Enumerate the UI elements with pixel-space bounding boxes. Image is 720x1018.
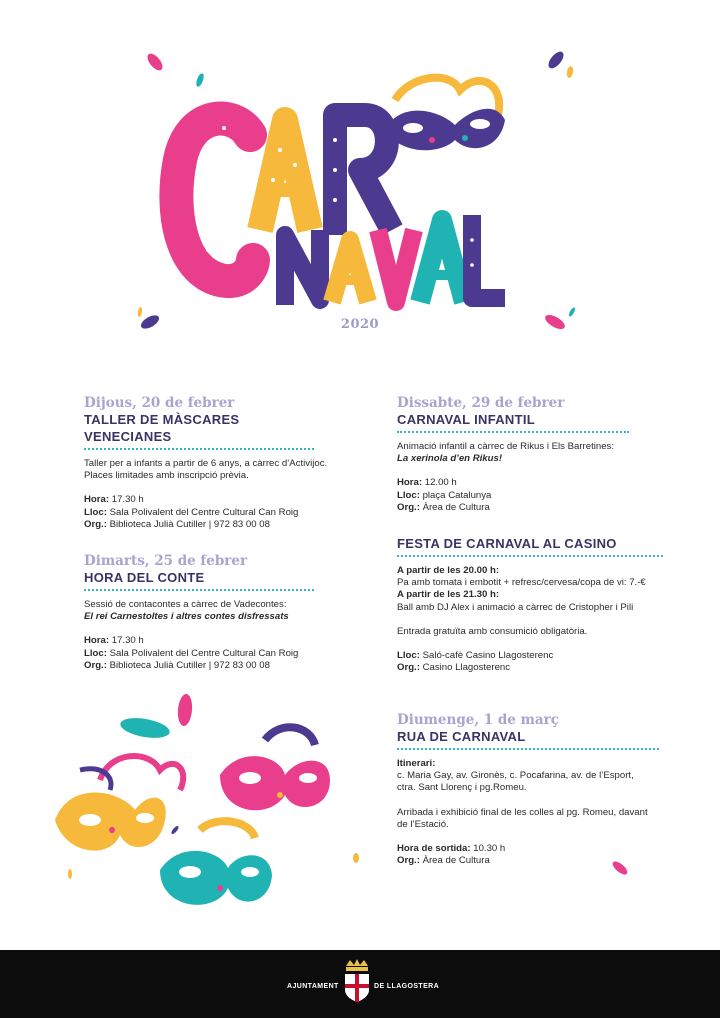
- org-label: Org.:: [84, 518, 107, 530]
- lloc-value: Sala Polivalent del Centre Cultural Can Roig: [106, 506, 299, 518]
- footer-right-text: DE LLAGOSTERA: [374, 983, 440, 990]
- event-date: Dimarts, 25 de febrer: [84, 553, 248, 569]
- event-body: [397, 441, 677, 514]
- event-desc: Sessió de contacontes a càrrec de Vadecontes:: [84, 599, 287, 610]
- hora-label: Hora de sortida:: [397, 843, 471, 855]
- event-festa-casino: [397, 535, 677, 674]
- lloc-label: Lloc:: [84, 506, 107, 518]
- event-date: Dijous, 20 de febrer: [84, 395, 235, 411]
- hora-label: Hora:: [84, 635, 110, 647]
- org-label: Org.:: [397, 855, 420, 867]
- event-body: [397, 758, 677, 867]
- yellow-mask-icon: [55, 756, 183, 851]
- lloc-value: Saló-cafè Casino Llagosterenc: [419, 650, 554, 662]
- time-label: A partir de les 20.00 h:: [397, 565, 500, 576]
- title-letter-c: [176, 119, 253, 282]
- title-letter-a2: [332, 240, 368, 302]
- pink-mask-icon: [220, 727, 330, 810]
- carnaval-title: [120, 40, 600, 340]
- event-title: HORA DEL CONTE: [84, 569, 314, 591]
- event-title: TALLER DE MÀSCARES VENECIANES: [84, 411, 314, 450]
- hora-value: 12.00 h: [422, 477, 457, 489]
- event-body: [397, 565, 677, 674]
- coat-of-arms-icon: [342, 958, 372, 1004]
- event-title: CARNAVAL INFANTIL: [397, 411, 629, 433]
- hora-value: 10.30 h: [470, 843, 506, 855]
- org-label: Org.:: [397, 662, 420, 674]
- hora-value: 17.30 h: [109, 635, 144, 647]
- event-title: RUA DE CARNAVAL: [397, 728, 659, 750]
- title-letter-n: [285, 230, 320, 305]
- title-letter-l: [470, 215, 505, 298]
- title-letter-v: [378, 230, 414, 302]
- org-label: Org.:: [397, 501, 420, 513]
- lloc-value: plaça Catalunya: [419, 489, 492, 501]
- masks-illustration: [40, 720, 360, 920]
- event-body: [84, 458, 364, 531]
- event-rua-carnaval: [397, 712, 677, 867]
- event-taller-mascares: [84, 395, 364, 531]
- lloc-label: Lloc:: [84, 647, 107, 659]
- title-letter-a: [260, 120, 310, 230]
- event-desc: Pa amb tomata i embotit + refresc/cervesa/copa de vi: 7.-€: [397, 577, 646, 589]
- event-desc: de l’Estació.: [397, 818, 449, 830]
- org-label: Org.:: [84, 659, 107, 671]
- hora-value: 17.30 h: [109, 494, 144, 506]
- lloc-label: Lloc:: [397, 650, 420, 662]
- itinerary-label: Itinerari:: [397, 758, 436, 769]
- footer-left-text: AJUNTAMENT: [287, 983, 339, 990]
- event-desc: La xerinola d’en Rikus!: [397, 453, 503, 465]
- event-title: FESTA DE CARNAVAL AL CASINO: [397, 535, 663, 557]
- event-carnaval-infantil: [397, 395, 677, 514]
- event-desc: Places limitades amb inscripció prèvia.: [84, 470, 249, 482]
- org-value: Àrea de Cultura: [419, 501, 490, 513]
- lloc-label: Lloc:: [397, 489, 420, 501]
- time-label: A partir de les 21.30 h:: [397, 589, 500, 601]
- hora-label: Hora:: [397, 477, 423, 489]
- event-desc: Taller per a infants a partir de 6 anys, a càrrec d’Activijoc.: [84, 458, 328, 469]
- event-desc: Entrada gratuïta amb consumició obligatòria.: [397, 625, 588, 637]
- itinerary-line: ctra. Sant Llorenç i pg.Romeu.: [397, 782, 527, 794]
- event-desc: El rei Carnestoltes i altres contes disfressats: [84, 611, 289, 623]
- year: 2020: [340, 317, 380, 332]
- event-hora-del-conte: [84, 553, 364, 672]
- org-value: Biblioteca Julià Cutiller | 972 83 00 08: [106, 518, 270, 530]
- event-date: Diumenge, 1 de març: [397, 712, 559, 728]
- event-desc: Arribada i exhibició final de les colles al pg. Romeu, davant: [397, 806, 648, 818]
- title-letter-r: [333, 115, 392, 235]
- title-letter-a3: [420, 220, 464, 302]
- lloc-value: Sala Polivalent del Centre Cultural Can Roig: [106, 647, 299, 659]
- itinerary-line: c. Maria Gay, av. Gironès, c. Pocafarina, av. de l’Esport,: [397, 770, 634, 782]
- event-desc: Ball amb DJ Alex i animació a càrrec de Cristopher i Pili: [397, 601, 634, 613]
- mask-top-illustration: [385, 78, 505, 151]
- event-date: Dissabte, 29 de febrer: [397, 395, 565, 411]
- teal-mask-icon: [160, 821, 272, 905]
- org-value: Biblioteca Julià Cutiller | 972 83 00 08: [106, 659, 270, 671]
- hora-label: Hora:: [84, 494, 110, 506]
- org-value: Àrea de Cultura: [419, 855, 490, 867]
- event-desc: Animació infantil a càrrec de Rikus i Els Barretines:: [397, 441, 615, 452]
- org-value: Casino Llagosterenc: [419, 662, 511, 674]
- event-body: [84, 599, 364, 672]
